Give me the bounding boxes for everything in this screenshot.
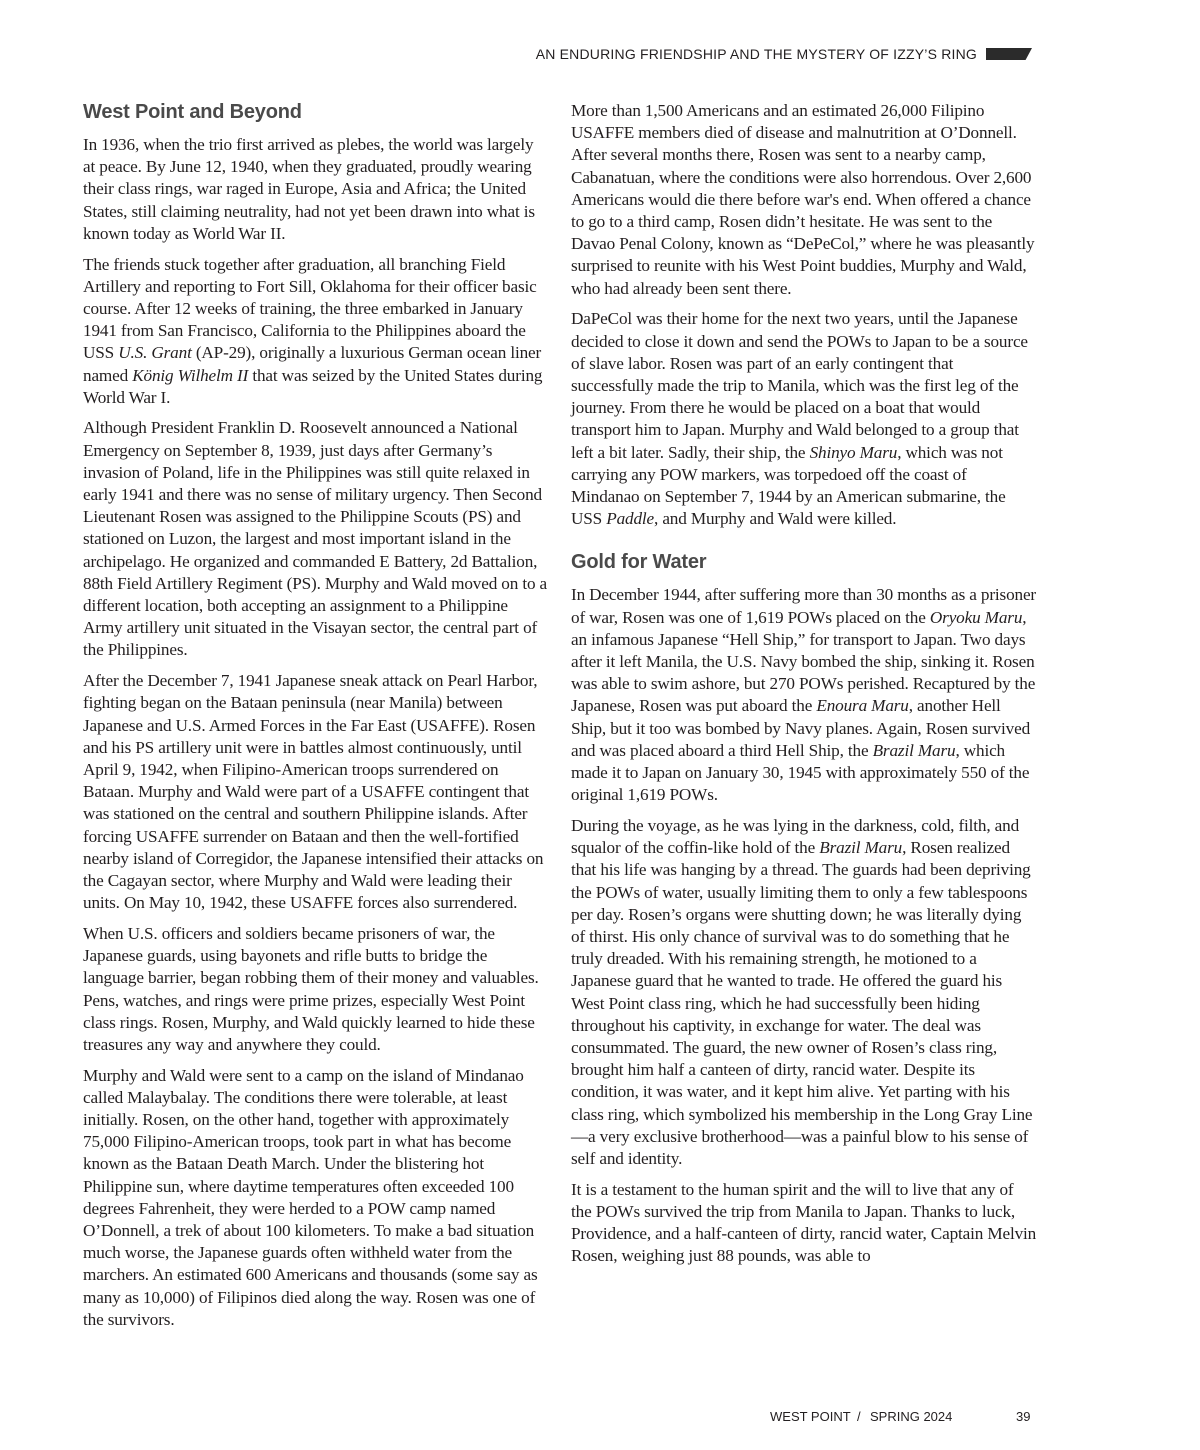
text-run: , another Hell Ship, but it too was bombed by Navy planes. Again, Rosen survived and was placed aboard a third Hell Ship, the bbox=[571, 696, 1031, 760]
header-accent-bar bbox=[986, 48, 1032, 60]
paragraph: When U.S. officers and soldiers became prisoners of war, the Japanese guards, using bayonets and rifle butts to bridge the language barrier, began robbing them of their money and valuables. Pens, watches, and rings were prime prizes, especially West Point class rings. Rosen, Murphy, and Wald quickly learned to hide these treasures any way and anywhere they could. bbox=[83, 923, 539, 1054]
section-heading-gold-for-water: Gold for Water bbox=[571, 551, 707, 574]
ship-name: Enoura Maru bbox=[816, 696, 909, 716]
section-heading-west-point: West Point and Beyond bbox=[83, 101, 302, 123]
ship-name: Paddle bbox=[606, 509, 655, 529]
footer-publication: WEST POINT bbox=[770, 1409, 851, 1424]
ship-name: U.S. Grant bbox=[118, 343, 192, 363]
ship-name: König Wilhelm II bbox=[132, 365, 249, 385]
paragraph bbox=[83, 254, 549, 409]
text-run: (AP-29), originally a luxurious German ocean liner named bbox=[83, 343, 542, 385]
running-title: AN ENDURING FRIENDSHIP AND THE MYSTERY OF IZZY’S RING bbox=[535, 46, 977, 62]
paragraph: Although President Franklin D. Roosevelt announced a National Emergency on September 8, 1939, just days after Germany’s invasion of Poland, life in the Philippines was still quite relaxed in early 1941 and there was no sense of military urgency. Then Second Lieutenant Rosen was assigned to the Philippine Scouts (PS) and stationed on Luzon, the largest and most important island in the archipelago. He organized and commanded E Battery, 2d Battalion, 88th Field Artillery Regiment (PS). Murphy and Wald moved on to a different location, both accepting an assignment to a Philippine Army artillery unit situated in the Visayan sector, the central part of the Philippines. bbox=[83, 418, 548, 660]
text-run: that was seized by the United States during World War I. bbox=[83, 365, 543, 407]
text-run: , an infamous Japanese “Hell Ship,” for transport to Japan. Two days after it left Manila, the U.S. Navy bombed the ship, sinking it. Rosen was able to swim ashore, but 270 POWs perished. Recaptured by the Japanese, Rosen was put aboard the bbox=[571, 607, 1036, 716]
footer-issue: SPRING 2024 bbox=[870, 1409, 953, 1424]
ship-name: Brazil Maru bbox=[872, 740, 956, 760]
footer-separator: / bbox=[857, 1409, 861, 1424]
paragraph bbox=[571, 584, 1037, 806]
ship-name: Brazil Maru bbox=[819, 838, 903, 858]
right-column bbox=[571, 100, 1037, 1276]
running-header bbox=[536, 46, 1032, 62]
paragraph: Murphy and Wald were sent to a camp on the island of Mindanao called Malaybalay. The conditions there were tolerable, at least initially. Rosen, on the other hand, together with approximately 75,000 Filipino-American troops, took part in what has become known as the Bataan Death March. Under the blistering hot Philippine sun, where daytime temperatures often exceeded 100 degrees Fahrenheit, they were herded to a POW camp named O’Donnell, a trek of about 100 kilometers. To make a bad situation much worse, the Japanese guards often withheld water from the marchers. An estimated 600 Americans and thousands (some say as many as 10,000) of Filipinos died along the way. Rosen was one of the survivors. bbox=[83, 1065, 538, 1329]
paragraph: After the December 7, 1941 Japanese sneak attack on Pearl Harbor, fighting began on the Bataan peninsula (near Manila) between Japanese and U.S. Armed Forces in the Far East (USAFFE). Rosen and his PS artillery unit were in battles almost continuously, until April 9, 1942, when Filipino-American troops surrendered on Bataan. Murphy and Wald were part of a USAFFE contingent that was stationed on the central and southern Philippine islands. After forcing USAFFE surrender on Bataan and then the well-fortified nearby island of Corregidor, the Japanese intensified their attacks on the Cagayan sector, where Murphy and Wald were leading their units. On May 10, 1942, these USAFFE forces also surrendered. bbox=[83, 671, 544, 913]
paragraph: It is a testament to the human spirit and the will to live that any of the POWs survived the trip from Manila to Japan. Thanks to luck, Providence, and a half-canteen of dirty, rancid water, Captain Melvin Rosen, weighing just 88 pounds, was able to bbox=[571, 1179, 1037, 1266]
text-run: During the voyage, as he was lying in the darkness, cold, filth, and squalor of the coffin-like hold of the bbox=[571, 815, 1020, 858]
text-run: In December 1944, after suffering more than 30 months as a prisoner of war, Rosen was one of 1,619 POWs placed on the bbox=[571, 585, 1037, 627]
paragraph: More than 1,500 Americans and an estimated 26,000 Filipino USAFFE members died of disease and malnutrition at O’Donnell. After several months there, Rosen was sent to a nearby camp, Cabanatuan, where the conditions were also horrendous. Over 2,600 Americans would die there before war's end. When offered a chance to go to a third camp, Rosen didn’t hesitate. He was sent to the Davao Penal Colony, known as “DePeCol,” where he was pleasantly surprised to reunite with his West Point buddies, Murphy and Wald, who had already been sent there. bbox=[571, 101, 1035, 298]
ship-name: Shinyo Maru bbox=[809, 442, 898, 462]
text-run: DaPeCol was their home for the next two years, until the Japanese decided to close it down and send the POWs to Japan to be a source of slave labor. Rosen was part of an early contingent that successfully made the trip to Manila, which was the first leg of the journey. From there he would be placed on a boat that would transport him to Japan. Murphy and Wald belonged to a group that left a bit later. Sadly, their ship, the bbox=[571, 309, 1028, 462]
paragraph: In 1936, when the trio first arrived as plebes, the world was largely at peace. By June 12, 1940, when they graduated, proudly wearing their class rings, war raged in Europe, Asia and Africa; the United States, still claiming neutrality, had not yet been drawn into what is known today as World War II. bbox=[83, 135, 535, 243]
text-run: , and Murphy and Wald were killed. bbox=[654, 509, 897, 529]
paragraph bbox=[571, 308, 1037, 530]
left-column bbox=[83, 100, 549, 1340]
text-run: , which was not carrying any POW markers, was torpedoed off the coast of Mindanao on September 7, 1944 by an American submarine, the USS bbox=[571, 442, 1006, 529]
text-run: The friends stuck together after graduation, all branching Field Artillery and reporting to Fort Sill, Oklahoma for their officer basic course. After 12 weeks of training, the three embarked in January 1941 from San Francisco, California to the Philippines aboard the USS bbox=[83, 254, 537, 363]
page-number: 39 bbox=[1016, 1409, 1031, 1424]
ship-name: Oryoku Maru bbox=[929, 607, 1023, 627]
text-run: , Rosen realized that his life was hanging by a thread. The guards had been depriving the POWs of water, usually limiting them to only a few tablespoons per day. Rosen’s organs were shutting down; he was literally dying of thirst. His only chance of survival was to do something that he truly dreaded. With his remaining strength, he motioned to a Japanese guard that he wanted to trade. He offered the guard his West Point class ring, which he had successfully been hiding throughout his captivity, in exchange for water. The deal was consummated. The guard, the new owner of Rosen’s class ring, brought him half a canteen of dirty, rancid water. Despite its condition, it was water, and it kept him alive. Yet parting with his class ring, which symbolized his membership in the Long Gray Line—a very exclusive brotherhood—was a painful blow to his sense of self and identity. bbox=[571, 838, 1033, 1168]
paragraph bbox=[571, 815, 1037, 1170]
text-run: , which made it to Japan on January 30, 1945 with approximately 550 of the original 1,619 POWs. bbox=[571, 740, 1030, 805]
